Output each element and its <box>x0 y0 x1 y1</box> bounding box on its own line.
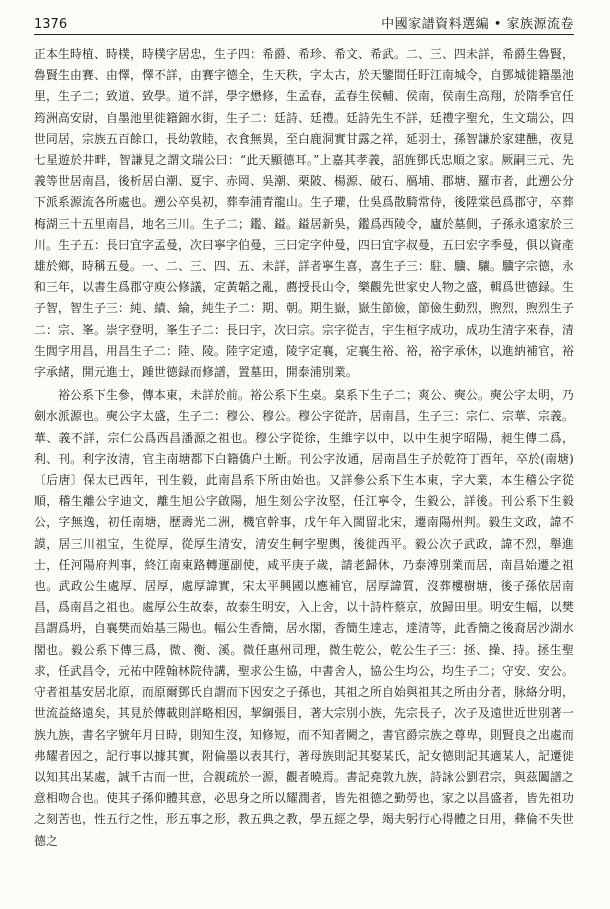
page-number: 1376 <box>34 17 68 32</box>
page-body <box>34 44 574 901</box>
paragraph: 正本生時植、時樸，時樸字居忠，生子四：希爵、希珍、希文、希武。二、三、四未詳，希爵生魯賢，魯賢生由賽、由懌，懌不詳，由賽字德全，生天秩，字太古，於天鑒間任盱江南城令，自鄧城徙籍墨池里，生子二；致道、致學。道不詳，學字懋修，生孟春，孟春生侯輔、侯南，侯南生高翔，於隋季官任筠洲高安尉，自墨池里徙籍錦水街，生子二：廷詩、廷禮。廷詩先生不詳，廷禮字聖允，生文瑞公，四世同居，宗族五百餘口，長幼敦睦，衣食無異，至白鹿洞實甘露之祥，延羽士，孫智謙於家建醮，夜見七星遊於井畔，智謙見之謂文瑞公曰：“此天顯德耳。”上嘉其孝義，詔旌鄧氏忠順之家。厥嗣三元、先義等世居南昌，後析居白潮、夏宇、赤岡、吳潮、栗陂、楊源、破石、鴈埔、郡塘、羅市者，此遡公分下派系源流各所處也。遡公卒吳初，葬奉浦青龍山。生子瓘，仕吳爲散騎常侍，後陞棠邑爲郡守，卒葬梅湖三十五里南昌，地名三川。生子二；鑑、鎰。鎰居新吳，鑑爲西陵令，廬於墓側，子孫永遠家於三川。生子五：長曰宜字孟曼，次曰寧字伯曼，三曰定字仲曼，四曰宜字叔曼，五曰宏字季曼，俱以資產雄於鄉，時稱五曼。一、二、三、四、五、未詳，詳者寧生喜，喜生子三：駐、驥、驤。驥字宗德，永和三年，以書生爲郡守庾公修議，定黃韜之亂，薦授長山令，樂觀先世家史人物之盛，輯爲世德録。生子智，智生子三：純、績、綸，純生子二：期、朝。期生嶽，嶽生節儉，節儉生動烈，煦烈，煦烈生子二：宗、峯。崇字登明，峯生子二：長曰宇，次曰宗。宗字從吉，宇生桓字成功，成功生清字來春，清生閭字用昌，用昌生子二：陸、陵。陸字定遠，陵字定襄，定襄生裕、裕，裕字承休，以進納補官，裕字承緒，開元進士，踵世德録而修譜，置墓田，開泰浦別業。 <box>34 47 574 380</box>
running-title: 中國家譜資料選編 • 家族源流卷 <box>381 17 574 32</box>
page-header <box>34 12 574 35</box>
paragraph: 裕公系下生參，傳本東，未詳於前。裕公系下生桌。臬系下生子二；爽公、奭公。奭公字太明，乃劍水派源也。奭公字太盛，生子二：穆公、穆公。穆公字從許，居南昌，生子三：宗仁、宗華、宗義。華、義不詳，宗仁公爲西昌潘源之祖也。穆公字從徐，生維字以中，以中生昶字昭陽，昶生傳二爲，利、刊。利字汝清，官主南塘都下白籍僑户土断。刊公字汝通，居南昌生子於乾符丁酉年，卒於(南塘)〔后唐〕保太已西年，刊生毅，此南昌系下所由始也。又詳參公系下生本東，字大業，本生稽公字從順，稽生離公字迪文，離生旭公字啟陽，旭生刻公字汝堅，任江寧令，生毅公，詳後。刊公系下生毅公，字無逸，初任南塘，歷壽光二洲，機官幹事，戊午年入閩留北宋，遷南陽州判。毅生文政，諱不謨，居三川祖宝，生從厚，從厚生清安，清安生軻字聖輿，後徙西平。毅公次子武政，諱不烈，舉進士，任河陽府判事，終江南東路轉運副使，咸平庚子歲，請老歸休，乃泰溥別業而居，南昌始遷之祖也。武政公生處厚、居厚，處厚諱實，宋太平興國以應補官，居厚諱質，沒葬樓樹塘，後子孫依居南昌，爲南昌之祖也。處厚公生故泰，故泰生明安，入上舍，以十詩杵蔡京，放歸田里。明安生幅，以樊昌謂爲坍，自襄樊而始基三陽也。幅公生香簡，居水閣，香簡生達志，達清等，此香簡之後裔居沙湖水閣也。毅公系下傳三爲，微、衡、溪。微任惠州司理，微生乾公，乾公生子三：拯、操、持。拯生聖求，任武昌令，元祐中陞翰林院侍講，聖求公生協，中書舍人，協公生均公，均生子二；守安、安公。守者祖基安居北原，而原爾鄧氏自謂而下因安之子孫也，其祖之所自始與祖其之所由分者，脉絡分明，世流益絡遠矣，其見於傳載則詳略相因，挈綱張目，著大宗別小族，先宗長子，次子及遠世近世別著一族九族，書名字號年月日時，則知生沒，知修短，而不知者闕之，書官爵宗族之尊卑，則賢良之出處而弗耀者因之，記行事以據其實，附倫墨以表其行，著母族則記其娶某氏，記女德則記其適某人，記遷徙以知其出某處，誠千古而一世，合親疏於一源，觀者曉焉。書記堯敦九族，詩詠公劉君宗，與茲闔譜之意相吻合也。使其子孫仰體其意，必思身之所以耀潤者，皆先祖德之勤勞也，家之以昌盛者，皆先祖功之刻苦也，性五行之性，形五事之形，教五典之教，學五經之學，竭夫躬行心得體之日用，彝倫不失世德之 <box>34 388 574 848</box>
